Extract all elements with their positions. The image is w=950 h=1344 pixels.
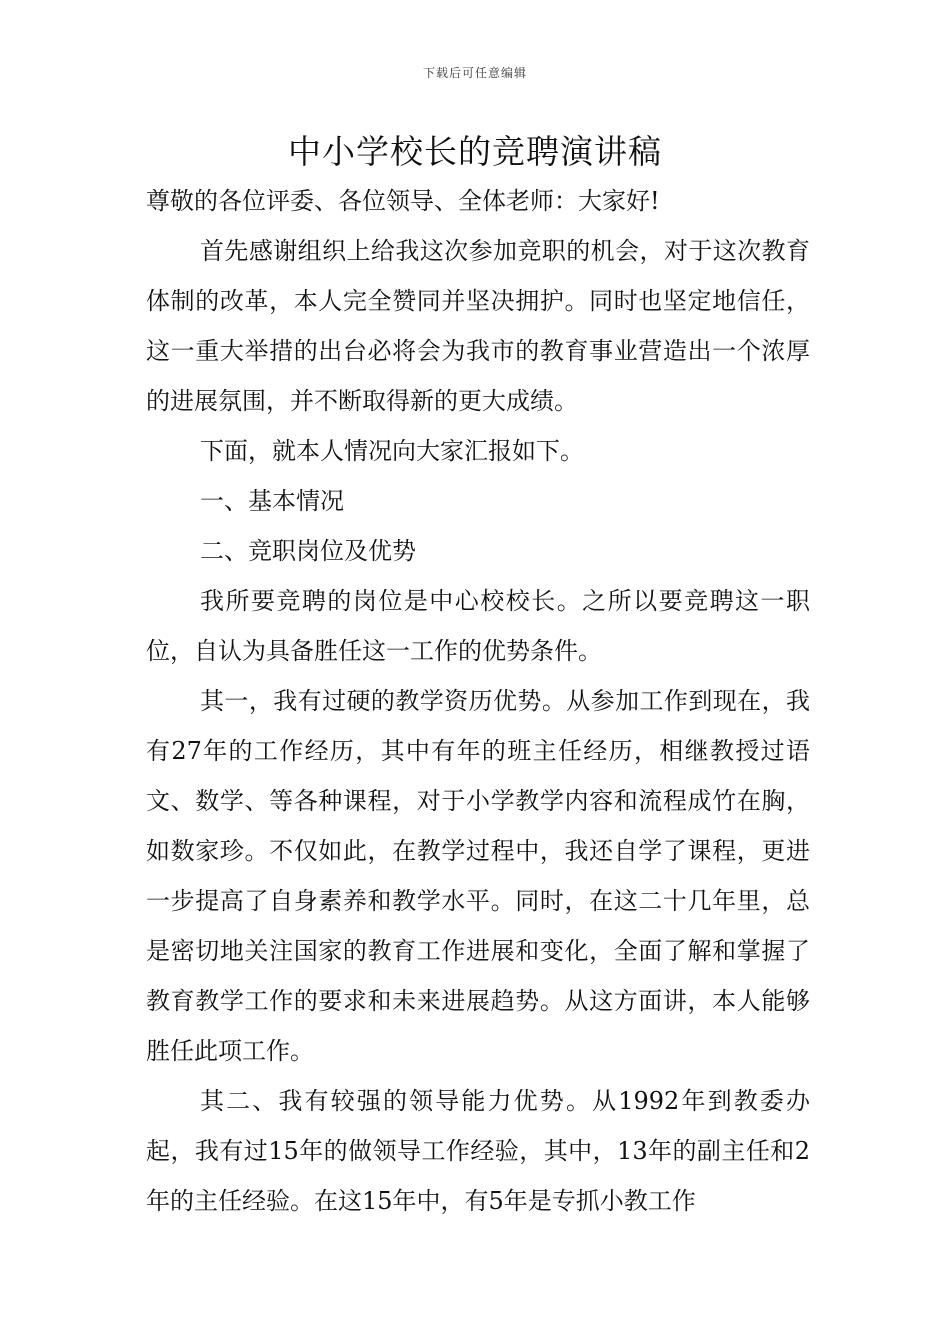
section-heading-position-advantages: 二、竞职岗位及优势	[200, 537, 416, 565]
section-heading-basic-info: 一、基本情况	[200, 487, 344, 515]
document-header-note: 下载后可任意编辑	[422, 66, 527, 80]
body-paragraph: 我所要竞聘的岗位是中心校校长。之所以要竞聘这一职位，自认为具备胜任这一工作的优势条件。	[146, 587, 810, 665]
body-paragraph: 其二、我有较强的领导能力优势。从1992年到教委办起，我有过15年的做领导工作经验，其中，13年的副主任和2年的主任经验。在这15年中，有5年是专抓小教工作	[146, 1087, 810, 1215]
body-paragraph: 首先感谢组织上给我这次参加竞职的机会，对于这次教育体制的改革，本人完全赞同并坚决拥护。同时也坚定地信任，这一重大举措的出台必将会为我市的教育事业营造出一个浓厚的进展氛围，并不断取得新的更大成绩。	[146, 237, 810, 415]
body-paragraph: 下面，就本人情况向大家汇报如下。	[200, 437, 584, 465]
document-body	[146, 176, 810, 1226]
document-title: 中小学校长的竞聘演讲稿	[288, 132, 662, 171]
body-paragraph: 其一，我有过硬的教学资历优势。从参加工作到现在，我有27年的工作经历，其中有年的班主任经历，相继教授过语文、数学、等各种课程，对于小学教学内容和流程成竹在胸，如数家珍。不仅如此，在教学过程中，我还自学了课程，更进一步提高了自身素养和教学水平。同时，在这二十几年里，总是密切地关注国家的教育工作进展和变化，全面了解和掌握了教育教学工作的要求和未来进展趋势。从这方面讲，本人能够胜任此项工作。	[146, 687, 810, 1065]
salutation-paragraph: 尊敬的各位评委、各位领导、全体老师：大家好!	[146, 187, 660, 215]
